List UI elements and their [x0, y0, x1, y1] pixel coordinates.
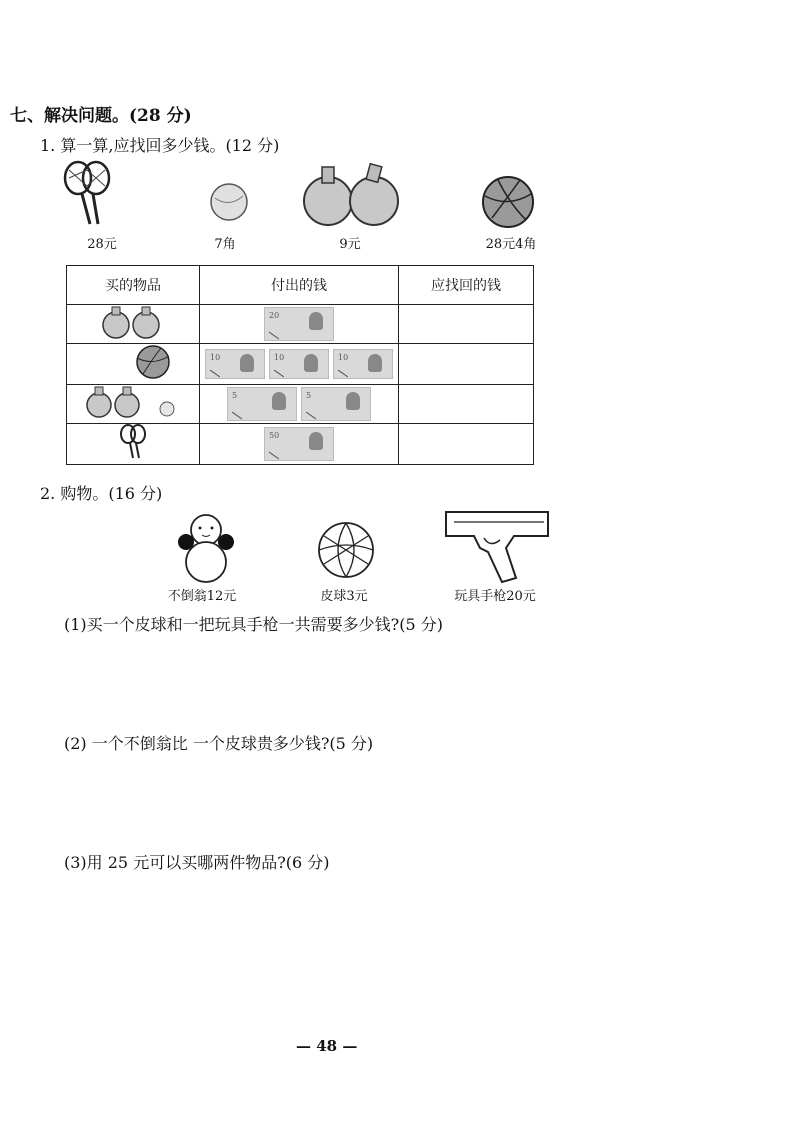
paid-cell [200, 385, 399, 424]
header-paid: 付出的钱 [200, 266, 399, 305]
question-2-part-2: (2) 一个不倒翁比 一个皮球贵多少钱?(5 分) [64, 734, 374, 753]
change-cell[interactable] [399, 305, 534, 344]
ball-icon [316, 520, 376, 580]
tumbler-label: 不倒翁12元 [167, 589, 237, 604]
banknote: 20 [264, 307, 334, 341]
banknote: 5 [301, 387, 371, 421]
banknote: 10 [205, 349, 265, 379]
banknote: 50 [264, 427, 334, 461]
question-2-part-1: (1)买一个皮球和一把玩具手枪一共需要多少钱?(5 分) [64, 615, 443, 634]
toy-gun-icon [444, 508, 552, 584]
banknote: 10 [333, 349, 393, 379]
racket-price: 28元 [87, 237, 117, 252]
paddle-price: 9元 [339, 237, 361, 252]
toy-gun-label: 玩具手枪20元 [454, 589, 536, 604]
question-1-title: 1. 算一算,应找回多少钱。(12 分) [40, 136, 280, 155]
badminton-racket-icon [60, 160, 120, 230]
payment-table [66, 265, 534, 465]
change-cell[interactable] [399, 344, 534, 385]
page-number: — 48 — [296, 1037, 358, 1055]
header-goods: 买的物品 [67, 266, 200, 305]
goods-cell [67, 424, 200, 465]
change-cell[interactable] [399, 385, 534, 424]
goods-cell [67, 344, 200, 385]
table-row [67, 344, 534, 385]
badminton-racket-icon [117, 424, 149, 460]
ping-pong-paddle-icon [302, 163, 402, 228]
table-row [67, 305, 534, 344]
basketball-price: 28元4角 [485, 237, 537, 252]
basketball-icon [480, 174, 536, 230]
tumbler-doll-icon [176, 508, 236, 586]
goods-cell [67, 385, 200, 424]
banknote: 10 [269, 349, 329, 379]
goods-cell [67, 305, 200, 344]
table-row [67, 424, 534, 465]
banknote: 5 [227, 387, 297, 421]
ping-pong-paddle-icon [98, 305, 168, 339]
section-title: 七、解决问题。(28 分) [10, 106, 192, 126]
paid-cell [200, 424, 399, 465]
change-cell[interactable] [399, 424, 534, 465]
table-row [67, 385, 534, 424]
paddles-and-ball-icon [83, 385, 183, 419]
paid-cell [200, 305, 399, 344]
ball-label: 皮球3元 [320, 589, 368, 604]
header-change: 应找回的钱 [399, 266, 534, 305]
ping-pong-ball-price: 7角 [214, 237, 236, 252]
basketball-icon [133, 344, 173, 380]
paid-cell [200, 344, 399, 385]
question-2-part-3: (3)用 25 元可以买哪两件物品?(6 分) [64, 853, 330, 872]
ping-pong-ball-icon [207, 180, 252, 225]
question-2-title: 2. 购物。(16 分) [40, 484, 163, 503]
